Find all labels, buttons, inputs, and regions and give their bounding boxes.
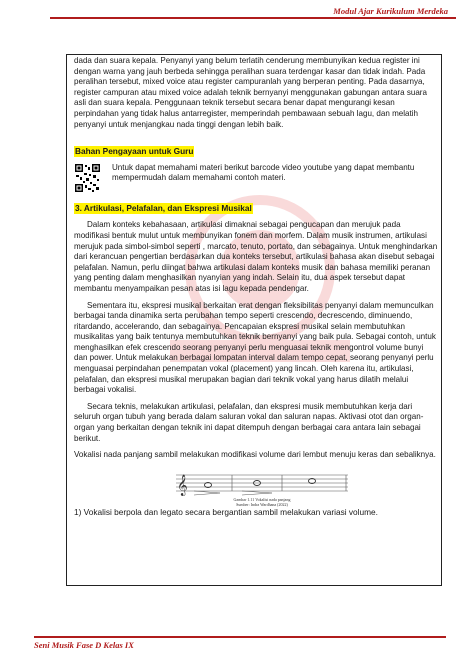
section-3-paragraph-2: Sementara itu, ekspresi musikal berkaitan erat dengan fleksibilitas penyanyi dalam memunculkan berbagai tanda dinamika serta perubahan tempo seperti crescendo, decrescendo, diminuendo, ritardando, accelerando, dan sebagainya. Pencapaian ekspresi musikal selain membutuhkan musikalitas yang baik tentunya membutuhkan teknik bernyanyi yang baik pula. Sebagai contoh, untuk menghasilkan efek crescendo seorang penyanyi perlu menguasai teknik mengontrol volume bunyi dan power. Untuk melakukan berbagai lompatan interval dalam tempo cepat, seorang penyanyi perlu menguasai perpindahan penempatan vokal (placement) yang lincah. Oleh karena itu, artikulasi, pelafalan, dan ekspresi musikal merupakan bagian dari teknik vokal yang harus dilatih melalui berbagai vokalisi.: [74, 300, 436, 395]
header-rule: [50, 17, 456, 19]
header-title: Modul Ajar Kurikulum Merdeka: [333, 6, 448, 16]
vocalise-figure: [172, 467, 352, 507]
music-staff-image: [172, 467, 352, 497]
figure-caption-line-2: Sumber: Indra Wardhana (2022): [236, 501, 288, 507]
section-3-paragraph-4: Vokalisi nada panjang sambil melakukan modifikasi volume dari lembut menuju keras dan sebaliknya.: [74, 450, 436, 460]
intro-paragraph: dada dan suara kepala. Penyanyi yang belum terlatih cenderung membunyikan kedua register ini dengan warna yang jauh berbeda sehingga peralihan suara terdengar kasar dan tidak indah. Pada peralihan tersebut, mixed voice atau register campuranlah yang berperan penting. Pada dasarnya, register campuran atau mixed voice adalah teknik bernyanyi menggunakan gabungan antara suara asli dan suara kepala. Penggunaan teknik tersebut secara benar dapat mengurangi kesan perpindahan yang tidak halus antarregister, memperindah pembawaan sebuah lagu, dan melatih penyanyi untuk menjangkau nada tinggi dengan lebih baik.: [74, 56, 427, 129]
enrichment-heading: Bahan Pengayaan untuk Guru: [75, 146, 194, 157]
qr-code-icon[interactable]: [74, 163, 101, 193]
enrichment-text: Untuk dapat memahami materi berikut barcode video youtube yang dapat membantu mempermudah dalam memahami contoh materi.: [112, 162, 415, 183]
footer-title: Seni Musik Fase D Kelas IX: [34, 640, 134, 650]
section-3-heading: 3. Artikulasi, Pelafalan, dan Ekspresi Musikal: [75, 202, 252, 213]
svg-text:𝄞: 𝄞: [177, 474, 188, 496]
section-3-paragraph-3: Secara teknis, melakukan artikulasi, pelafalan, dan ekspresi musik membutuhkan kerja dari seluruh organ tubuh yang berada dalam saluran vokal dan saluran napas. Aktivasi otot dan organ-organ yang berkaitan dengan teknik ini dapat ditempuh dengan berbagai cara antara lain sebagai berikut.: [74, 401, 424, 443]
section-3-paragraph-1: Dalam konteks kebahasaan, artikulasi dimaknai sebagai pengucapan dan merujuk pada modifikasi bentuk mulut untuk membunyikan fonem dan morfem. Dalam musik instrumen, artikulasi merujuk pada simbol-simbol seperti , marcato, tenuto, portato, dan sebagainya. Untuk menghindarkan dari kerancuan pengertian berdasarkan dua konteks tersebut, artikulasi bahasa akan disebut sebagai pelafalan. Namun, perlu diingat bahwa artikulasi dalam konteks musik dan bahasa memiliki peranan yang penting dalam menghasilkan nyanyian yang indah. Selain itu, dua aspek tersebut dapat membantu menyampaikan pesan atas isi lagu kepada pendengar.: [74, 220, 438, 293]
footer-rule: [34, 636, 446, 638]
final-instruction: 1) Vokalisi berpola dan legato secara bergantian sambil melakukan variasi volume.: [74, 506, 378, 517]
page-content: [74, 56, 438, 517]
figure-caption-line-1: Gambar 1.11 Vokalisi nada panjang: [233, 496, 291, 502]
enrichment-row: [74, 163, 438, 193]
